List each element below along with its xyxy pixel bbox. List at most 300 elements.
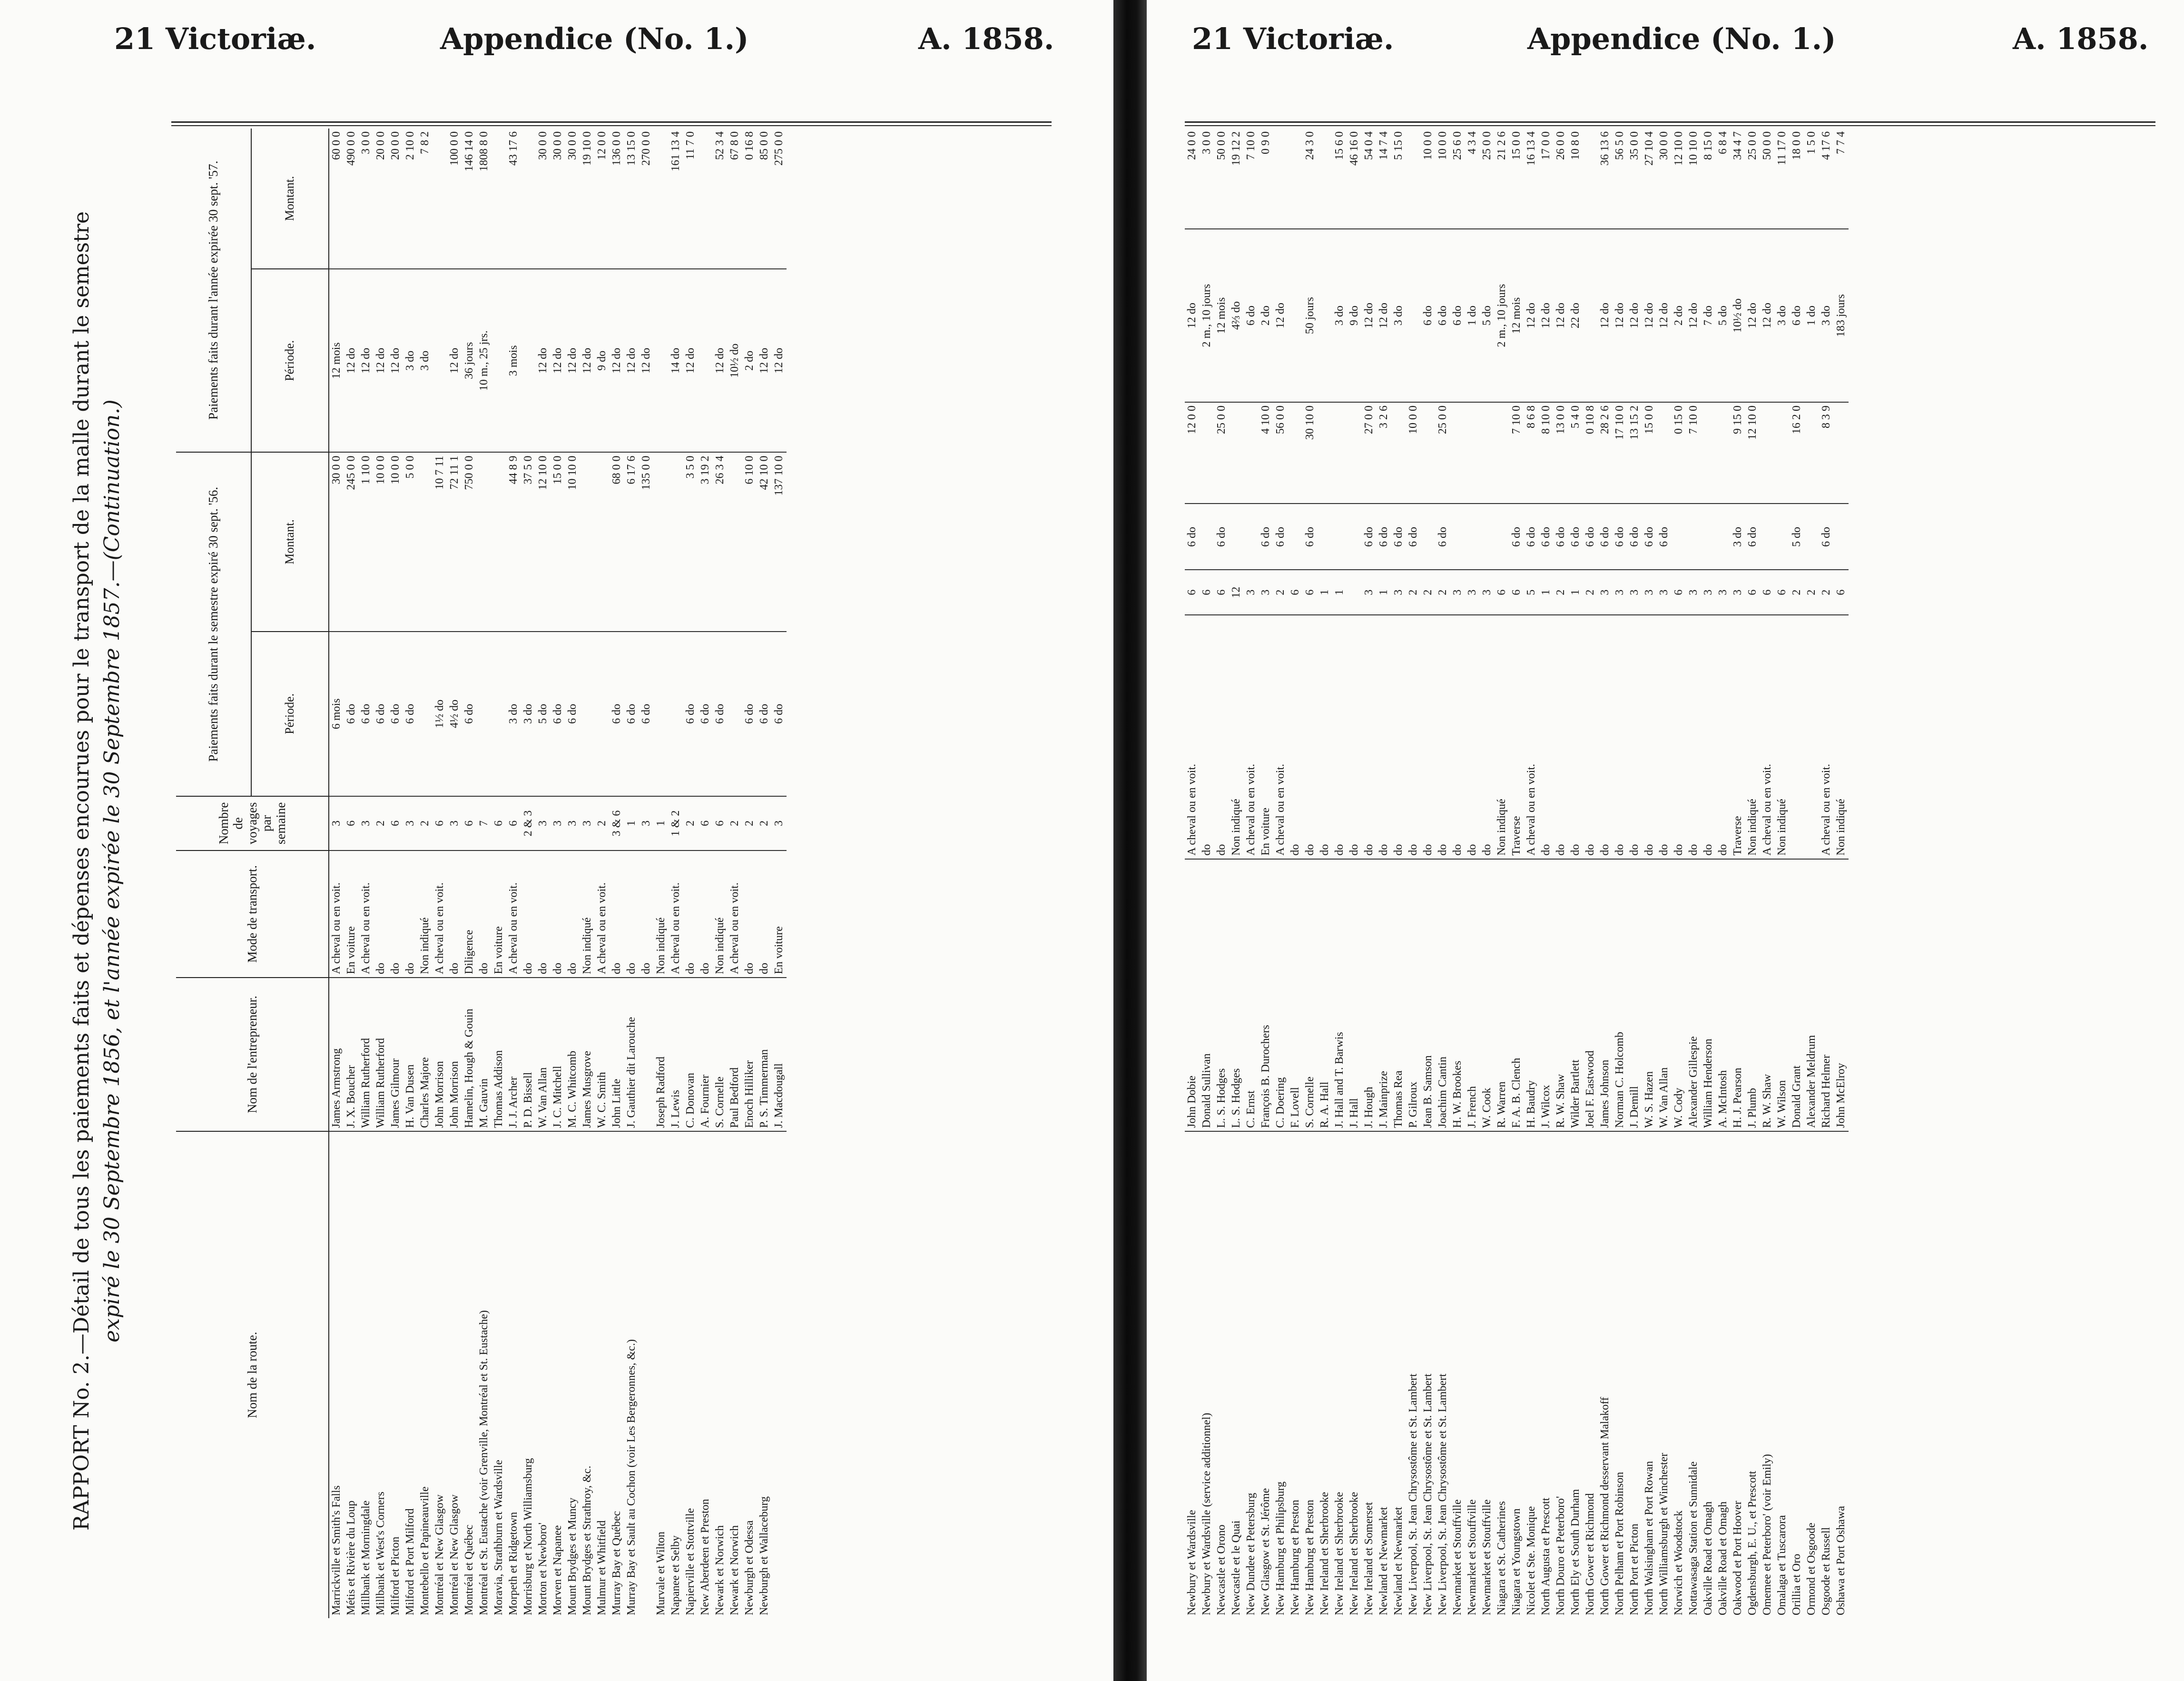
montant1-cell: 4 10 0 bbox=[1259, 402, 1273, 504]
mode-cell: A cheval ou en voit. bbox=[1524, 615, 1539, 859]
montant2-cell: 10 0 0 bbox=[1436, 129, 1450, 229]
contractor-cell: Donald Grant bbox=[1790, 859, 1804, 1131]
table-row bbox=[1583, 129, 1598, 1618]
table-row bbox=[1421, 129, 1436, 1618]
voyages-cell: 6 bbox=[1760, 570, 1775, 614]
periode1-cell: 6 do bbox=[1377, 504, 1391, 570]
table-row bbox=[521, 129, 536, 1618]
montant1-cell: 27 0 0 bbox=[1362, 402, 1377, 504]
mode-cell: Traverse bbox=[1509, 615, 1524, 859]
periode2-cell: 12 do bbox=[1613, 229, 1627, 402]
contractor-cell: A. Fournier bbox=[698, 978, 713, 1131]
route-cell: Newmarket et Stouffville bbox=[1451, 1499, 1464, 1615]
route-cell: Murray Bay et Sault au Cochon (voir Les Bergeronnes, &c.) bbox=[625, 1339, 638, 1615]
periode2-cell bbox=[433, 269, 447, 453]
periode1-cell: 6 do bbox=[462, 632, 477, 796]
voyages-cell bbox=[1347, 570, 1362, 614]
route-cell: Milford et Picton bbox=[389, 1536, 402, 1615]
montant2-cell bbox=[1406, 129, 1421, 229]
voyages-cell: 2 bbox=[1819, 570, 1834, 614]
col-voyages-header: Nombre de voyages par semaine bbox=[176, 796, 329, 850]
periode2-cell: 12 do bbox=[1554, 229, 1568, 402]
periode2-cell: 12 do bbox=[1539, 229, 1554, 402]
mode-cell: do bbox=[374, 850, 388, 978]
periode2-cell: 9 do bbox=[595, 269, 610, 453]
table-row bbox=[654, 129, 669, 1618]
periode1-cell: 6 do bbox=[610, 632, 624, 796]
montant1-cell: 15 0 0 bbox=[1642, 402, 1657, 504]
table-row bbox=[1568, 129, 1583, 1618]
route-cell: New Ireland et Sherbrooke bbox=[1333, 1492, 1346, 1615]
route-cell: Omalaga et Tuscarora bbox=[1776, 1515, 1788, 1615]
montant2-cell: 7 10 0 bbox=[1244, 129, 1259, 229]
table-row bbox=[551, 129, 565, 1618]
mode-cell: do bbox=[742, 850, 757, 978]
montant1-cell: 12 10 0 bbox=[1745, 402, 1760, 504]
contractor-cell: R. Warren bbox=[1495, 859, 1509, 1131]
table-row bbox=[1288, 129, 1303, 1618]
montant1-cell: 0 10 8 bbox=[1583, 402, 1598, 504]
mode-cell: do bbox=[388, 850, 403, 978]
voyages-cell: 3 bbox=[1686, 570, 1701, 614]
mode-cell: En voiture bbox=[344, 850, 359, 978]
contractor-cell: John Morrison bbox=[447, 978, 462, 1131]
voyages-cell: 1 bbox=[1377, 570, 1391, 614]
montant2-cell: 30 0 0 bbox=[536, 129, 551, 269]
montant1-cell bbox=[1318, 402, 1332, 504]
periode2-cell: 6 do bbox=[1244, 229, 1259, 402]
contractor-cell: J. Mainprize bbox=[1377, 859, 1391, 1131]
table-row bbox=[1377, 129, 1391, 1618]
route-cell: Marrickville et Smith's Falls bbox=[330, 1485, 343, 1615]
contractor-cell bbox=[639, 978, 654, 1131]
mode-cell: En voiture bbox=[772, 850, 787, 978]
mode-cell: do bbox=[1347, 615, 1362, 859]
mode-cell: do bbox=[1598, 615, 1613, 859]
table-row bbox=[772, 129, 787, 1618]
periode1-cell bbox=[1288, 504, 1303, 570]
periode2-cell: 12 do bbox=[580, 269, 595, 453]
route-cell: North Augusta et Prescott bbox=[1540, 1497, 1552, 1615]
contractor-cell: S. Cornelle bbox=[1303, 859, 1318, 1131]
periode2-cell: 3 mois bbox=[506, 269, 521, 453]
voyages-cell: 3 bbox=[1465, 570, 1480, 614]
montant1-cell: 72 11 1 bbox=[447, 452, 462, 631]
montant2-cell: 36 13 6 bbox=[1598, 129, 1613, 229]
contractor-cell: Hamelin, Hough & Gouin bbox=[462, 978, 477, 1131]
voyages-cell: 3 bbox=[1701, 570, 1716, 614]
montant1-cell bbox=[1391, 402, 1406, 504]
periode1-cell bbox=[1229, 504, 1244, 570]
montant1-cell: 245 0 0 bbox=[344, 452, 359, 631]
voyages-cell: 3 bbox=[447, 796, 462, 850]
periode2-cell: 3 do bbox=[1819, 229, 1834, 402]
voyages-cell: 6 bbox=[1288, 570, 1303, 614]
montant2-cell: 3 0 0 bbox=[1200, 129, 1214, 229]
voyages-cell: 2 bbox=[1790, 570, 1804, 614]
montant1-cell bbox=[669, 452, 683, 631]
periode2-cell: 12 do bbox=[1273, 229, 1288, 402]
route-cell: Oakville Road et Omagh bbox=[1702, 1501, 1714, 1615]
periode1-cell: 6 do bbox=[1819, 504, 1834, 570]
route-cell: Newmarket et Stouffville bbox=[1481, 1499, 1493, 1615]
route-cell: New Hamburg et Philipsburg bbox=[1274, 1481, 1287, 1615]
montant1-cell bbox=[1701, 402, 1716, 504]
voyages-cell: 6 bbox=[1745, 570, 1760, 614]
periode1-cell: 6 do bbox=[565, 632, 580, 796]
mode-cell: Non indiqué bbox=[1229, 615, 1244, 859]
periode2-cell: 183 jours bbox=[1834, 229, 1849, 402]
route-cell: Niagara et Youngstown bbox=[1510, 1508, 1523, 1615]
mode-cell: do bbox=[1318, 615, 1332, 859]
voyages-cell: 2 bbox=[1273, 570, 1288, 614]
montant2-cell: 30 0 0 bbox=[1657, 129, 1672, 229]
montant2-cell: 52 3 4 bbox=[713, 129, 728, 269]
montant1-cell: 8 3 9 bbox=[1819, 402, 1834, 504]
contractor-cell: W. Wilson bbox=[1775, 859, 1790, 1131]
montant2-cell: 7 7 4 bbox=[1834, 129, 1849, 229]
periode1-cell bbox=[595, 632, 610, 796]
contractor-cell: John McElroy bbox=[1834, 859, 1849, 1131]
voyages-cell: 3 bbox=[551, 796, 565, 850]
voyages-cell: 1 bbox=[1568, 570, 1583, 614]
mode-cell: do bbox=[624, 850, 639, 978]
route-cell: New Dundee et Petersburg bbox=[1245, 1493, 1257, 1615]
montant1-cell: 10 7 11 bbox=[433, 452, 447, 631]
voyages-cell: 2 bbox=[742, 796, 757, 850]
periode1-cell: 6 do bbox=[1509, 504, 1524, 570]
route-cell: North Ely et South Durham bbox=[1569, 1489, 1582, 1615]
periode2-cell: 12 do bbox=[344, 269, 359, 453]
table-row bbox=[1613, 129, 1627, 1618]
voyages-cell: 6 bbox=[462, 796, 477, 850]
mode-cell: do bbox=[477, 850, 492, 978]
route-cell: New Ireland et Somerset bbox=[1363, 1502, 1375, 1615]
periode1-cell: 6 do bbox=[772, 632, 787, 796]
route-cell: Niagara et St. Catherines bbox=[1495, 1501, 1508, 1615]
table-row bbox=[1362, 129, 1377, 1618]
table-row bbox=[1436, 129, 1450, 1618]
contractor-cell: R. A. Hall bbox=[1318, 859, 1332, 1131]
route-cell: New Glasgow et St. Jérôme bbox=[1259, 1488, 1272, 1615]
montant1-cell: 10 0 0 bbox=[1406, 402, 1421, 504]
mode-cell: do bbox=[1672, 615, 1686, 859]
contractor-cell: François B. Durochers bbox=[1259, 859, 1273, 1131]
periode1-cell: 6 do bbox=[1642, 504, 1657, 570]
montant2-cell: 56 5 0 bbox=[1613, 129, 1627, 229]
montant2-cell bbox=[1288, 129, 1303, 229]
route-cell: Napierville et Stottville bbox=[684, 1508, 697, 1615]
mode-cell: do bbox=[610, 850, 624, 978]
periode1-cell bbox=[1716, 504, 1731, 570]
montant2-cell bbox=[433, 129, 447, 269]
contractor-cell: William Rutherford bbox=[359, 978, 374, 1131]
route-cell: Omemee et Peterboro' (voir Emily) bbox=[1761, 1454, 1773, 1615]
periode2-cell: 3 do bbox=[418, 269, 433, 453]
contractor-cell: Norman C. Holcomb bbox=[1613, 859, 1627, 1131]
periode1-cell: 6 do bbox=[683, 632, 698, 796]
montant2-cell: 21 2 6 bbox=[1495, 129, 1509, 229]
periode2-cell bbox=[1583, 229, 1598, 402]
contractor-cell: J. Plumb bbox=[1745, 859, 1760, 1131]
montant1-cell: 13 0 0 bbox=[1554, 402, 1568, 504]
periode2-cell: 12 do bbox=[388, 269, 403, 453]
mode-cell: do bbox=[1406, 615, 1421, 859]
contractor-cell: J. Wilcox bbox=[1539, 859, 1554, 1131]
montant1-cell bbox=[1716, 402, 1731, 504]
mode-cell: do bbox=[1480, 615, 1495, 859]
voyages-cell: 2 bbox=[728, 796, 742, 850]
montant1-cell: 25 0 0 bbox=[1436, 402, 1450, 504]
route-cell: North Williamsburgh et Winchester bbox=[1658, 1453, 1670, 1615]
periode1-cell bbox=[1672, 504, 1686, 570]
table-row bbox=[1185, 129, 1200, 1618]
periode1-cell bbox=[1834, 504, 1849, 570]
contractor-cell: J. X. Boucher bbox=[344, 978, 359, 1131]
periode1-cell: 6 do bbox=[1583, 504, 1598, 570]
periode1-cell bbox=[654, 632, 669, 796]
montant1-cell: 12 10 0 bbox=[536, 452, 551, 631]
periode2-cell: 14 do bbox=[669, 269, 683, 453]
montant2-cell: 10 10 0 bbox=[1686, 129, 1701, 229]
mode-cell: do bbox=[1421, 615, 1436, 859]
mode-cell: do bbox=[1627, 615, 1642, 859]
montant2-cell bbox=[521, 129, 536, 269]
montant2-cell: 12 0 0 bbox=[595, 129, 610, 269]
montant2-cell: 5 15 0 bbox=[1391, 129, 1406, 229]
voyages-cell: 6 bbox=[713, 796, 728, 850]
periode1-cell bbox=[1760, 504, 1775, 570]
montant1-cell: 10 0 0 bbox=[388, 452, 403, 631]
contractor-cell: James Musgrove bbox=[580, 978, 595, 1131]
route-cell: Newbury et Wardsville bbox=[1186, 1510, 1198, 1615]
right-header-regnal: 21 Victoriæ. bbox=[1192, 21, 1394, 56]
periode2-cell: 12 do bbox=[1657, 229, 1672, 402]
contractor-cell: H. W. Brookes bbox=[1450, 859, 1465, 1131]
montant2-cell: 10 0 0 bbox=[1421, 129, 1436, 229]
table-row bbox=[344, 129, 359, 1618]
route-cell: North Walsingham et Port Rowan bbox=[1643, 1461, 1655, 1615]
periode2-cell: 4⅔ do bbox=[1229, 229, 1244, 402]
periode2-cell bbox=[521, 269, 536, 453]
voyages-cell: 2 bbox=[1804, 570, 1819, 614]
periode2-cell: 3 do bbox=[1332, 229, 1347, 402]
mode-cell: do bbox=[1214, 615, 1229, 859]
periode1-cell: 1½ do bbox=[433, 632, 447, 796]
periode1-cell: 6 do bbox=[551, 632, 565, 796]
montant2-cell: 4 17 6 bbox=[1819, 129, 1834, 229]
periode1-cell: 6 do bbox=[698, 632, 713, 796]
periode1-cell: 6 do bbox=[639, 632, 654, 796]
route-cell bbox=[639, 1131, 654, 1618]
periode1-cell: 3 do bbox=[1731, 504, 1745, 570]
montant2-cell: 35 0 0 bbox=[1627, 129, 1642, 229]
mode-cell: A cheval ou en voit. bbox=[1244, 615, 1259, 859]
table-row bbox=[359, 129, 374, 1618]
route-cell: Murvale et Wilton bbox=[655, 1532, 667, 1615]
periode1-cell: 6 do bbox=[1598, 504, 1613, 570]
montant2-cell: 18 0 0 bbox=[1790, 129, 1804, 229]
table-row bbox=[329, 129, 344, 1618]
mode-cell: do bbox=[1568, 615, 1583, 859]
contractor-cell: J. Lewis bbox=[669, 978, 683, 1131]
periode1-cell bbox=[1332, 504, 1347, 570]
right-header-appendix: Appendice (No. 1.) bbox=[1527, 21, 1836, 56]
periode1-cell: 3 do bbox=[521, 632, 536, 796]
left-table-body bbox=[329, 129, 787, 1618]
voyages-cell: 6 bbox=[433, 796, 447, 850]
table-row bbox=[683, 129, 698, 1618]
contractor-cell: Joachim Cantin bbox=[1436, 859, 1450, 1131]
periode1-cell bbox=[418, 632, 433, 796]
montant1-cell bbox=[1760, 402, 1775, 504]
periode1-cell: 6 do bbox=[713, 632, 728, 796]
periode1-cell: 6 do bbox=[403, 632, 418, 796]
mode-cell: do bbox=[1539, 615, 1554, 859]
montant2-cell: 25 6 0 bbox=[1450, 129, 1465, 229]
contractor-cell: Joseph Radford bbox=[654, 978, 669, 1131]
route-cell: Morven et Napanee bbox=[551, 1525, 564, 1615]
contractor-cell: Alexander Meldrum bbox=[1804, 859, 1819, 1131]
contractor-cell: W. Cook bbox=[1480, 859, 1495, 1131]
voyages-cell: 2 bbox=[1554, 570, 1568, 614]
route-cell: Newbury et Wardsville (service additionnel) bbox=[1200, 1413, 1213, 1615]
table-row bbox=[1598, 129, 1613, 1618]
montant2-cell: 275 0 0 bbox=[772, 129, 787, 269]
montant2-cell: 19 12 2 bbox=[1229, 129, 1244, 229]
route-cell: Morton et Newboro' bbox=[537, 1523, 549, 1615]
montant1-cell: 42 10 0 bbox=[757, 452, 772, 631]
periode2-cell: 1 do bbox=[1465, 229, 1480, 402]
montant1-cell bbox=[1229, 402, 1244, 504]
contractor-cell: P. S. Timmerman bbox=[757, 978, 772, 1131]
route-cell: New Hamburg et Preston bbox=[1304, 1500, 1316, 1615]
montant1-cell: 8 6 8 bbox=[1524, 402, 1539, 504]
voyages-cell: 1 bbox=[654, 796, 669, 850]
route-cell: Nottawasaga Station et Sunnidale bbox=[1687, 1461, 1700, 1615]
table-row bbox=[433, 129, 447, 1618]
montant2-cell: 0 16 8 bbox=[742, 129, 757, 269]
montant1-cell bbox=[492, 452, 506, 631]
voyages-cell: 3 bbox=[1716, 570, 1731, 614]
left-header-regnal: 21 Victoriæ. bbox=[114, 21, 316, 56]
route-cell: Oakwood et Port Hoover bbox=[1731, 1501, 1744, 1615]
mode-cell: Non indiqué bbox=[1495, 615, 1509, 859]
montant2-cell: 146 14 0 bbox=[462, 129, 477, 269]
montant1-cell bbox=[1347, 402, 1362, 504]
table-row bbox=[1686, 129, 1701, 1618]
table-row bbox=[536, 129, 551, 1618]
montant1-cell bbox=[728, 452, 742, 631]
right-header-rule bbox=[1185, 121, 2155, 126]
route-cell: Moravia, Strathburn et Wardsville bbox=[492, 1460, 505, 1615]
periode1-cell bbox=[477, 632, 492, 796]
mode-cell: A cheval ou en voit. bbox=[669, 850, 683, 978]
route-cell: Ormond et Osgoode bbox=[1805, 1523, 1818, 1615]
table-row bbox=[506, 129, 521, 1618]
col-group2-header: Paiements faits durant l'année expirée 30 sept. '57. bbox=[176, 129, 251, 452]
periode1-cell bbox=[1686, 504, 1701, 570]
table-row bbox=[477, 129, 492, 1618]
mode-cell: A cheval ou en voit. bbox=[1760, 615, 1775, 859]
montant1-cell: 37 5 0 bbox=[521, 452, 536, 631]
table-row bbox=[1760, 129, 1775, 1618]
voyages-cell: 3 bbox=[1244, 570, 1259, 614]
montant2-cell: 43 17 6 bbox=[506, 129, 521, 269]
montant2-cell: 7 8 2 bbox=[418, 129, 433, 269]
mode-cell: Non indiqué bbox=[1745, 615, 1760, 859]
montant2-cell: 27 10 4 bbox=[1642, 129, 1657, 229]
voyages-cell: 3 bbox=[1362, 570, 1377, 614]
mode-cell bbox=[1790, 615, 1804, 859]
periode1-cell bbox=[1200, 504, 1214, 570]
contractor-cell: J. Macdougall bbox=[772, 978, 787, 1131]
route-cell: New Hamburg et Preston bbox=[1289, 1500, 1301, 1615]
mode-cell: A cheval ou en voit. bbox=[329, 850, 344, 978]
contractor-cell: Wilder Bartlett bbox=[1568, 859, 1583, 1131]
mode-cell: do bbox=[1303, 615, 1318, 859]
book-gutter bbox=[1113, 0, 1147, 1681]
table-row bbox=[1303, 129, 1318, 1618]
montant1-cell bbox=[418, 452, 433, 631]
route-cell: North Gower et Richmond bbox=[1584, 1493, 1596, 1615]
voyages-cell: 3 bbox=[1391, 570, 1406, 614]
mode-cell: A cheval ou en voit. bbox=[1185, 615, 1200, 859]
periode2-cell: 12 mois bbox=[1214, 229, 1229, 402]
periode1-cell: 6 do bbox=[1214, 504, 1229, 570]
montant2-cell: 8 15 0 bbox=[1701, 129, 1716, 229]
table-row bbox=[1672, 129, 1686, 1618]
contractor-cell: J. Gauthier dit Larouche bbox=[624, 978, 639, 1131]
col-route-header: Nom de la route. bbox=[176, 1131, 329, 1618]
table-row bbox=[698, 129, 713, 1618]
contractor-cell: C. Ernst bbox=[1244, 859, 1259, 1131]
right-table-container bbox=[1185, 129, 2155, 1618]
voyages-cell: 3 bbox=[329, 796, 344, 850]
mode-cell: A cheval ou en voit. bbox=[433, 850, 447, 978]
periode2-cell: 12 do bbox=[639, 269, 654, 453]
montant1-cell: 6 17 6 bbox=[624, 452, 639, 631]
periode2-cell: 12 do bbox=[1745, 229, 1760, 402]
left-header-appendix: Appendice (No. 1.) bbox=[440, 21, 749, 56]
route-cell: North Douro et Peterboro' bbox=[1554, 1496, 1567, 1615]
montant2-cell: 60 0 0 bbox=[329, 129, 344, 269]
periode2-cell: 5 do bbox=[1716, 229, 1731, 402]
periode2-cell: 12 do bbox=[713, 269, 728, 453]
periode2-cell: 1 do bbox=[1804, 229, 1819, 402]
mode-cell: do bbox=[1362, 615, 1377, 859]
periode1-cell: 6 do bbox=[1568, 504, 1583, 570]
periode2-cell: 10½ do bbox=[728, 269, 742, 453]
montant1-cell bbox=[1834, 402, 1849, 504]
route-cell: Millbank et Morningdale bbox=[360, 1500, 372, 1615]
periode2-cell: 6 do bbox=[1450, 229, 1465, 402]
voyages-cell: 6 bbox=[1214, 570, 1229, 614]
montant2-cell bbox=[492, 129, 506, 269]
montant1-cell bbox=[1244, 402, 1259, 504]
route-cell: Newcastle et Orono bbox=[1215, 1524, 1228, 1615]
montant1-cell: 7 10 0 bbox=[1686, 402, 1701, 504]
contractor-cell: Enoch Hilliker bbox=[742, 978, 757, 1131]
montant2-cell: 100 0 0 bbox=[447, 129, 462, 269]
periode1-cell: 6 do bbox=[1259, 504, 1273, 570]
periode2-cell: 5 do bbox=[1480, 229, 1495, 402]
mode-cell: do bbox=[1686, 615, 1701, 859]
route-cell: Montréal et St. Eustache (voir Grenville, Montréal et St. Eustache) bbox=[478, 1310, 490, 1615]
montant2-cell: 1 5 0 bbox=[1804, 129, 1819, 229]
periode2-cell: 12 do bbox=[1642, 229, 1657, 402]
periode2-cell: 3 do bbox=[1775, 229, 1790, 402]
